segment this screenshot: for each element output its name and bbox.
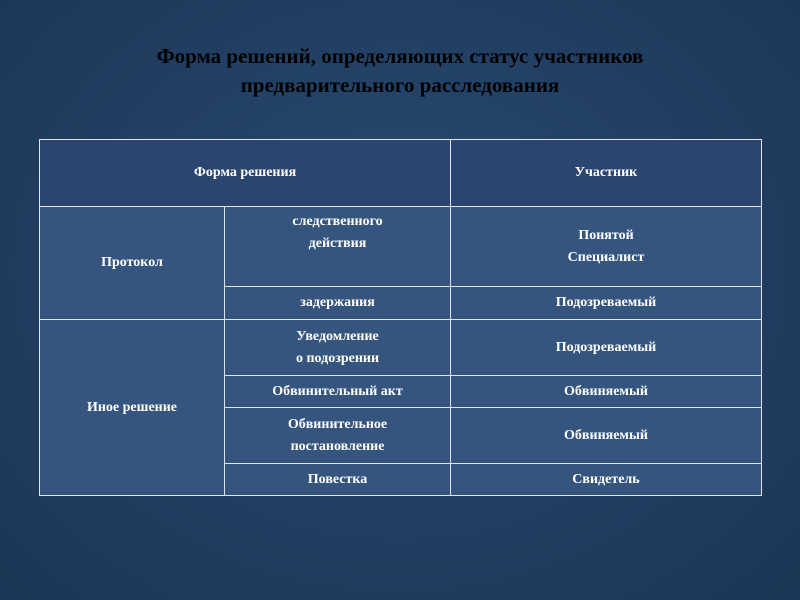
participant-cell: Обвиняемый <box>451 408 762 464</box>
decisions-table <box>39 139 762 496</box>
decision-type-cell: задержания <box>225 287 451 320</box>
decision-type-cell: Обвинительное постановление <box>225 408 451 464</box>
decision-form-protocol: Протокол <box>40 207 225 320</box>
table-row <box>40 207 762 287</box>
slide-title-line-1: Форма решений, определяющих статус участников <box>156 44 644 68</box>
table-row <box>40 320 762 376</box>
participant-cell: Подозреваемый <box>451 287 762 320</box>
decision-type-cell: Повестка <box>225 464 451 496</box>
participant-cell: Свидетель <box>451 464 762 496</box>
participant-cell: Обвиняемый <box>451 376 762 408</box>
participant-cell: Понятой Специалист <box>451 207 762 287</box>
decision-form-other: Иное решение <box>40 320 225 496</box>
slide-title <box>0 42 800 100</box>
header-participant: Участник <box>451 140 762 207</box>
decision-type-cell: следственного действия <box>225 207 451 287</box>
table-header-row <box>40 140 762 207</box>
header-form-of-decision: Форма решения <box>40 140 451 207</box>
slide-title-line-2: предварительного расследования <box>240 73 560 97</box>
decision-type-cell: Уведомление о подозрении <box>225 320 451 376</box>
participant-cell: Подозреваемый <box>451 320 762 376</box>
decision-type-cell: Обвинительный акт <box>225 376 451 408</box>
